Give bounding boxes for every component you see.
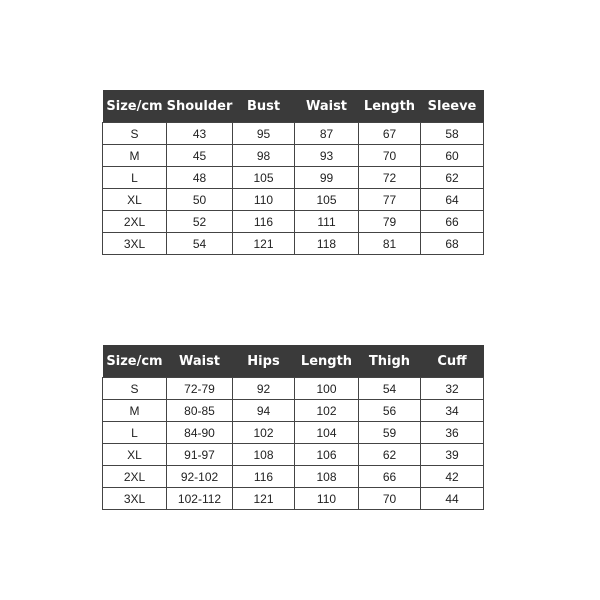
header-cell-shoulder: Shoulder (167, 90, 233, 123)
table-cell: 39 (421, 444, 484, 466)
table-row (103, 378, 484, 400)
table-cell: 106 (295, 444, 359, 466)
table-row (103, 189, 484, 211)
table-cell: 116 (233, 466, 295, 488)
table-cell: 92 (233, 378, 295, 400)
table-cell: 34 (421, 400, 484, 422)
table-cell: L (103, 422, 167, 444)
table-cell: S (103, 123, 167, 145)
table-cell: 121 (233, 233, 295, 255)
table-cell: 70 (359, 145, 421, 167)
table-cell: 62 (359, 444, 421, 466)
table-cell: XL (103, 444, 167, 466)
table-cell: 102 (233, 422, 295, 444)
table-cell: 3XL (103, 233, 167, 255)
table-cell: 98 (233, 145, 295, 167)
header-cell-length: Length (359, 90, 421, 123)
table-cell: 32 (421, 378, 484, 400)
table-cell: 52 (167, 211, 233, 233)
pants-size-table (102, 345, 484, 510)
header-cell-sleeve: Sleeve (421, 90, 484, 123)
table-cell: 43 (167, 123, 233, 145)
table-cell: 99 (295, 167, 359, 189)
table-cell: 92-102 (167, 466, 233, 488)
table-cell: XL (103, 189, 167, 211)
table-cell: 66 (421, 211, 484, 233)
table-cell: 64 (421, 189, 484, 211)
table-row (103, 123, 484, 145)
table-cell: 102-112 (167, 488, 233, 510)
table-cell: 121 (233, 488, 295, 510)
header-cell-thigh: Thigh (359, 345, 421, 378)
table-cell: 108 (233, 444, 295, 466)
table-cell: M (103, 145, 167, 167)
table-cell: L (103, 167, 167, 189)
header-cell-cuff: Cuff (421, 345, 484, 378)
table-cell: 80-85 (167, 400, 233, 422)
table-cell: 54 (167, 233, 233, 255)
table-cell: 44 (421, 488, 484, 510)
header-cell-waist: Waist (295, 90, 359, 123)
table-cell: 111 (295, 211, 359, 233)
table-row (103, 466, 484, 488)
table-cell: 116 (233, 211, 295, 233)
table-cell: 95 (233, 123, 295, 145)
table-cell: 59 (359, 422, 421, 444)
table-row (103, 167, 484, 189)
table-cell: 110 (295, 488, 359, 510)
table-cell: 42 (421, 466, 484, 488)
table-cell: 84-90 (167, 422, 233, 444)
table-cell: 79 (359, 211, 421, 233)
table-cell: 45 (167, 145, 233, 167)
table-cell: 94 (233, 400, 295, 422)
header-cell-hips: Hips (233, 345, 295, 378)
table-cell: 102 (295, 400, 359, 422)
table-cell: 2XL (103, 211, 167, 233)
table-row (103, 444, 484, 466)
table-cell: 77 (359, 189, 421, 211)
table-cell: 70 (359, 488, 421, 510)
table-cell: 48 (167, 167, 233, 189)
table-header-row (103, 345, 484, 378)
table-cell: 104 (295, 422, 359, 444)
table-cell: 66 (359, 466, 421, 488)
table-cell: 93 (295, 145, 359, 167)
table-cell: 118 (295, 233, 359, 255)
table-cell: 56 (359, 400, 421, 422)
table-row (103, 233, 484, 255)
tops-size-table (102, 90, 484, 255)
table-cell: S (103, 378, 167, 400)
table-row (103, 400, 484, 422)
table-cell: 110 (233, 189, 295, 211)
table-cell: 105 (233, 167, 295, 189)
table-cell: 81 (359, 233, 421, 255)
table-cell: 105 (295, 189, 359, 211)
table-cell: 100 (295, 378, 359, 400)
header-cell-size: Size/cm (103, 90, 167, 123)
table-cell: 2XL (103, 466, 167, 488)
table-cell: 68 (421, 233, 484, 255)
header-cell-length: Length (295, 345, 359, 378)
table-row (103, 145, 484, 167)
table-cell: 36 (421, 422, 484, 444)
table-cell: M (103, 400, 167, 422)
table-cell: 62 (421, 167, 484, 189)
table-cell: 72-79 (167, 378, 233, 400)
table-row (103, 422, 484, 444)
table-cell: 60 (421, 145, 484, 167)
table-cell: 91-97 (167, 444, 233, 466)
table-row (103, 211, 484, 233)
table-cell: 50 (167, 189, 233, 211)
table-cell: 54 (359, 378, 421, 400)
table-cell: 58 (421, 123, 484, 145)
table-row (103, 488, 484, 510)
table-cell: 72 (359, 167, 421, 189)
table-cell: 108 (295, 466, 359, 488)
header-cell-size: Size/cm (103, 345, 167, 378)
table-cell: 67 (359, 123, 421, 145)
header-cell-waist: Waist (167, 345, 233, 378)
table-cell: 3XL (103, 488, 167, 510)
table-cell: 87 (295, 123, 359, 145)
header-cell-bust: Bust (233, 90, 295, 123)
table-header-row (103, 90, 484, 123)
